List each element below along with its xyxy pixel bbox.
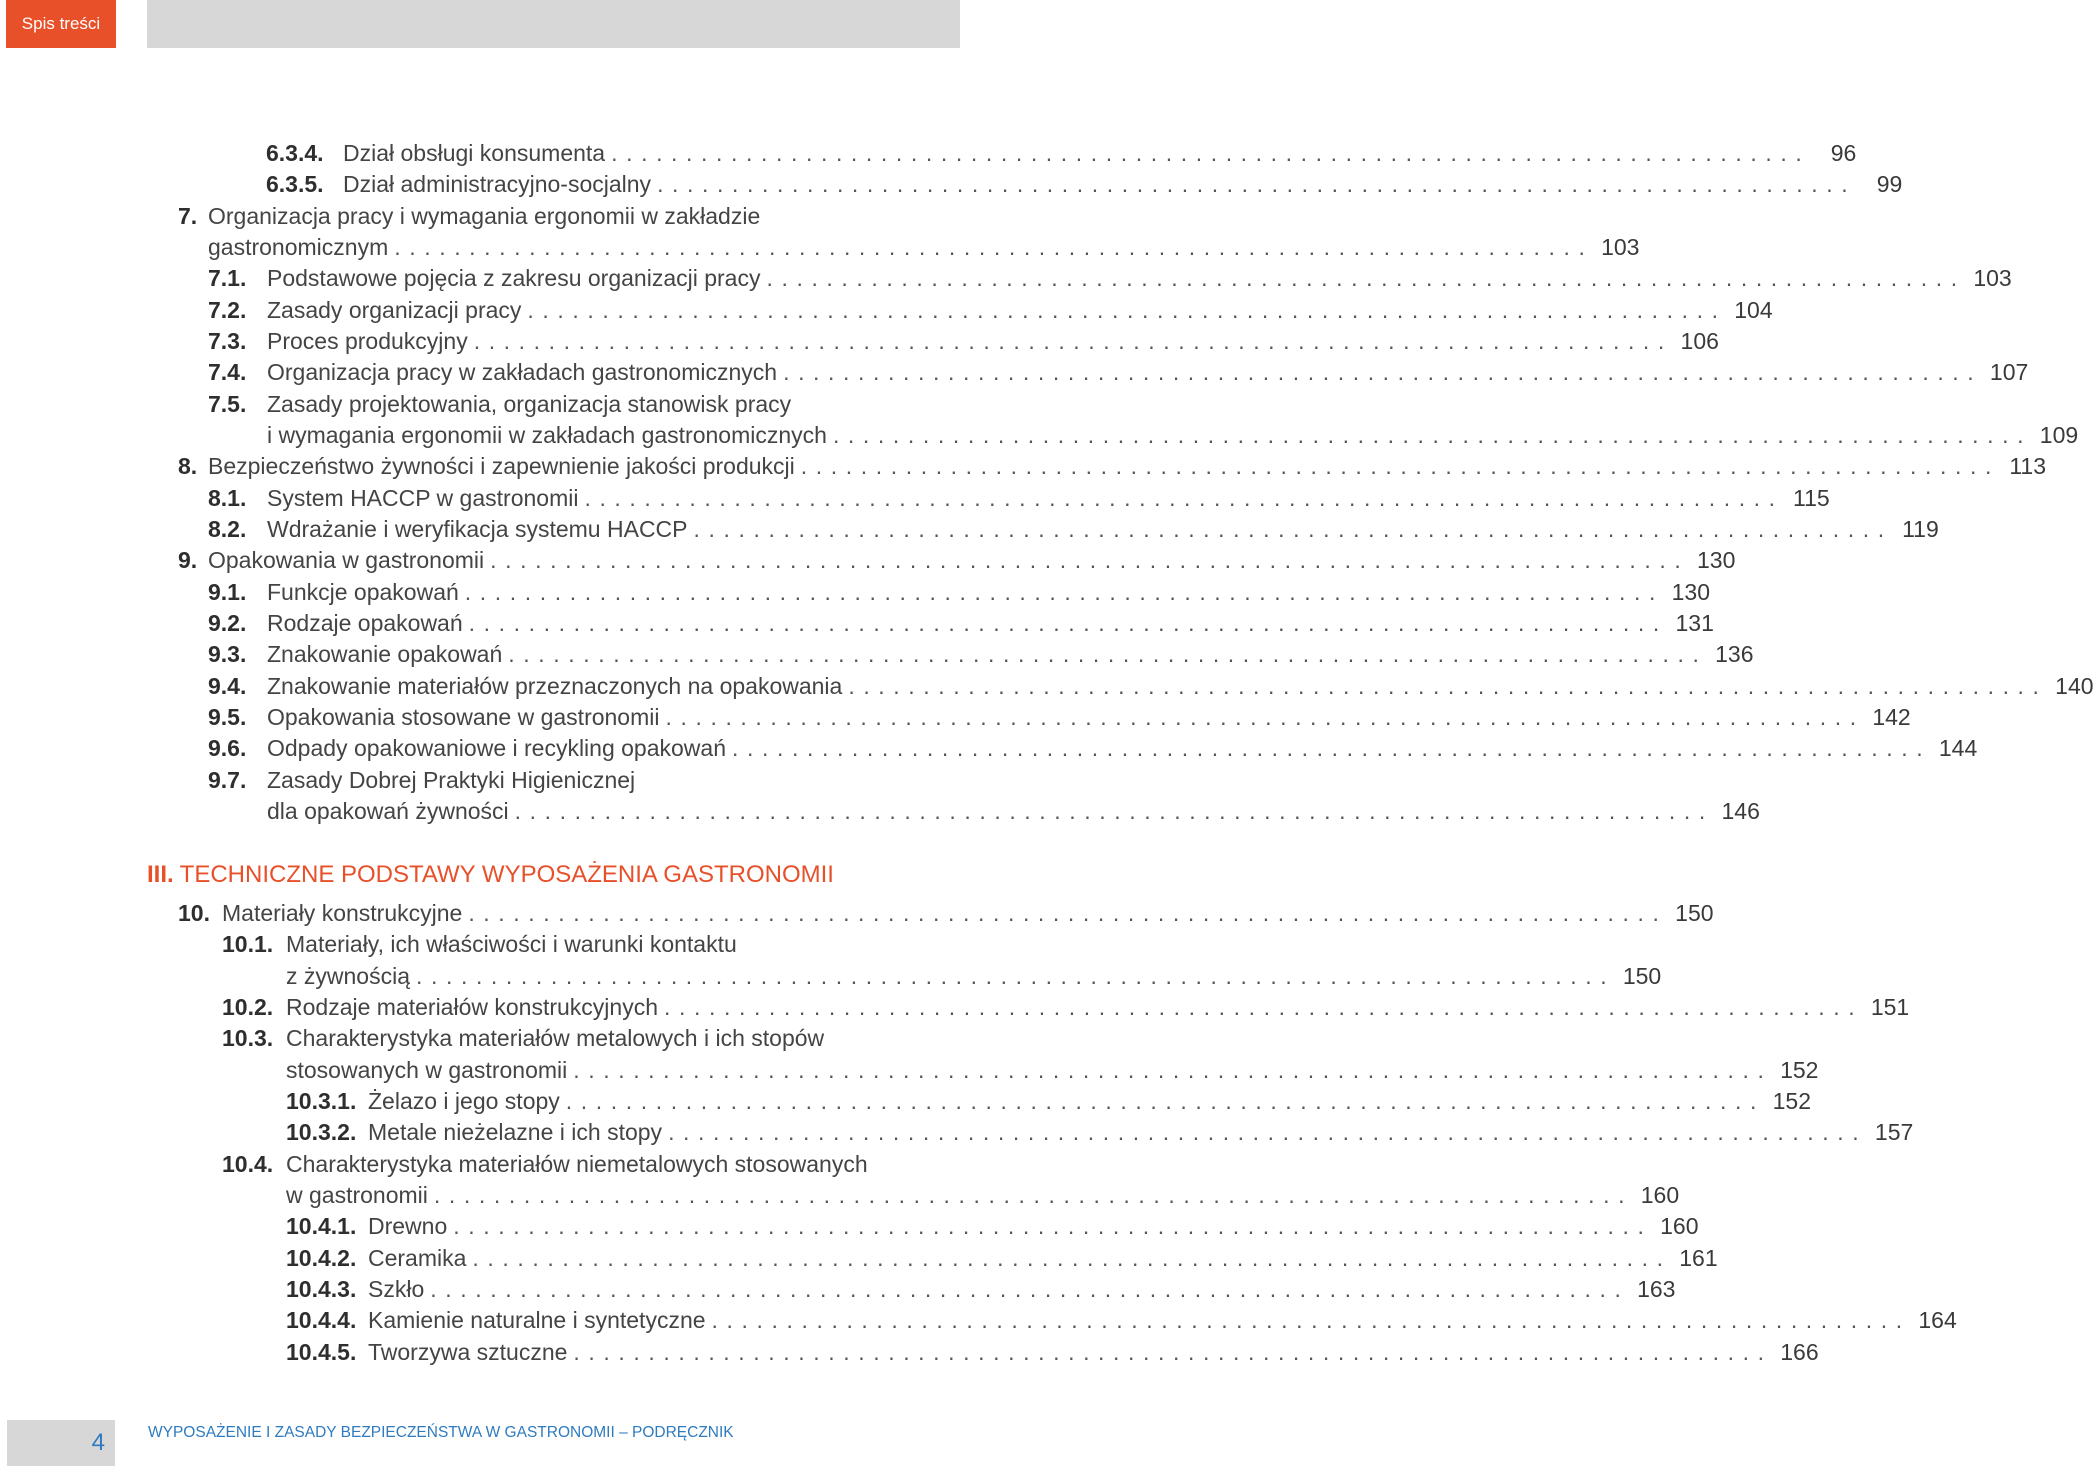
toc-entry-number: 10.4.4. (286, 1307, 357, 1333)
toc-entry-page: 166 (1780, 1339, 1819, 1365)
toc-leader-dots: ................................................................................ (527, 297, 1727, 323)
toc-entry-title: z żywnością (286, 960, 412, 992)
toc-leader-dots: ................................................................................ (693, 516, 1893, 542)
toc-entry-number: 9.4. (208, 673, 247, 699)
toc-entry-title-line (267, 388, 960, 420)
toc-leader-dots: ................................................................................ (464, 579, 1665, 605)
toc-entry-title-line (267, 294, 1773, 326)
toc-leader-dots: ................................................................................ (766, 265, 1966, 291)
toc-entry-title-line (368, 1273, 1676, 1305)
toc-leader-dots: ................................................................................ (800, 453, 2000, 479)
toc-entry-title-line (208, 200, 960, 232)
toc-leader-dots: ................................................................................ (490, 547, 1690, 573)
toc-entry-number: 6.3.4. (266, 140, 324, 166)
toc-leader-dots: ................................................................................ (783, 359, 1983, 385)
toc-entry-page: 107 (1989, 359, 2029, 385)
section-roman: III. (147, 861, 174, 888)
toc-entry[interactable] (0, 200, 960, 232)
toc-leader-dots: ................................................................................ (508, 641, 1708, 667)
toc-entry[interactable] (0, 795, 1760, 827)
toc-entry-title-line (368, 1116, 1914, 1148)
toc-entry[interactable] (0, 732, 1978, 764)
toc-entry-page: 152 (1780, 1057, 1819, 1083)
toc-entry-title: Rodzaje opakowań (267, 607, 465, 639)
toc-entry-number: 10.3.1. (286, 1088, 357, 1114)
toc-entry[interactable] (0, 670, 2094, 702)
toc-entry-title: w gastronomii (286, 1179, 430, 1211)
toc-entry-page: 146 (1721, 798, 1760, 824)
toc-entry-number: 9.5. (208, 704, 247, 730)
toc-entry-title: Zasady organizacji pracy (267, 294, 523, 326)
toc-entry[interactable] (0, 356, 2029, 388)
toc-entry[interactable] (0, 513, 1939, 545)
toc-leader-dots: ................................................................................ (573, 1339, 1773, 1365)
toc-entry-title: Ceramika (368, 1242, 468, 1274)
toc-entry[interactable] (0, 231, 1640, 263)
page-number (7, 1420, 115, 1466)
toc-entry-title: Bezpieczeństwo żywności i zapewnienie jakości produkcji (208, 450, 797, 482)
toc-entry-number: 9.2. (208, 610, 247, 636)
toc-entry-title: dla opakowań żywności (267, 795, 511, 827)
toc-entry[interactable] (0, 137, 1857, 169)
toc-entry-number: 9.6. (208, 735, 247, 761)
toc-entry-page: 160 (1660, 1213, 1699, 1239)
toc-entry-number: 7. (178, 203, 198, 229)
toc-leader-dots: ................................................................................ (664, 994, 1864, 1020)
toc-entry-page: 163 (1637, 1276, 1676, 1302)
toc-entry[interactable] (0, 1304, 1957, 1336)
toc-leader-dots: ................................................................................ (415, 963, 1616, 989)
toc-entry-page: 142 (1872, 704, 1911, 730)
toc-entry-title-line (267, 576, 1711, 608)
toc-entry-page: 140 (2055, 673, 2094, 699)
toc-entry[interactable] (0, 388, 960, 420)
toc-entry[interactable] (0, 1022, 960, 1054)
toc-entry-title: Znakowanie opakowań (267, 638, 504, 670)
toc-entry-page: 96 (1830, 140, 1857, 166)
toc-entry-title-line (286, 991, 1910, 1023)
toc-entry-number: 10.4. (222, 1151, 274, 1177)
toc-entry-number: 9.1. (208, 579, 247, 605)
toc-entry[interactable] (0, 638, 1754, 670)
toc-entry[interactable] (0, 1210, 1699, 1242)
toc-entry-number: 10.3. (222, 1025, 274, 1051)
toc-entry[interactable] (0, 168, 1903, 200)
toc-leader-dots: ................................................................................ (611, 140, 1811, 166)
toc-entry-title-line (267, 356, 2029, 388)
toc-entry-title: Metale nieżelazne i ich stopy (368, 1116, 664, 1148)
toc-entry-title-line (368, 1304, 1957, 1336)
toc-entry-number: 10.4.3. (286, 1276, 357, 1302)
toc-entry-number: 7.1. (208, 265, 247, 291)
toc-entry-title-line (267, 638, 1754, 670)
toc-entry-title: Szkło (368, 1273, 426, 1305)
toc-entry-title-line (267, 513, 1939, 545)
toc-entry-number: 10. (178, 900, 210, 926)
toc-entry-page: 136 (1715, 641, 1754, 667)
toc-entry-number: 6.3.5. (266, 171, 324, 197)
toc-leader-dots: ................................................................................ (657, 171, 1857, 197)
toc-entry[interactable] (0, 419, 2079, 451)
toc-entry[interactable] (0, 576, 1711, 608)
book-title: WYPOSAŻENIE I ZASADY BEZPIECZEŃSTWA W GASTRONOMII – PODRĘCZNIK (148, 1424, 734, 1441)
toc-leader-dots: ................................................................................ (473, 328, 1673, 354)
toc-entry-title-line (222, 897, 1714, 929)
toc-entry-title: Organizacja pracy i wymagania ergonomii w zakładzie (208, 200, 762, 232)
toc-entry[interactable] (0, 1179, 1680, 1211)
toc-leader-dots: ................................................................................ (848, 673, 2048, 699)
toc-entry-title: Dział obsługi konsumenta (343, 137, 607, 169)
toc-entry-page: 157 (1874, 1119, 1914, 1145)
toc-entry-page: 103 (1601, 234, 1640, 260)
toc-entry-page: 106 (1680, 328, 1719, 354)
toc-entry-number: 9.3. (208, 641, 247, 667)
toc-entry-title: Rodzaje materiałów konstrukcyjnych (286, 991, 660, 1023)
toc-entry-number: 10.4.5. (286, 1339, 357, 1365)
toc-entry-title: Proces produkcyjny (267, 325, 470, 357)
toc-leader-dots: ................................................................................ (584, 485, 1784, 511)
toc-entry-page: 150 (1622, 963, 1662, 989)
toc-entry[interactable] (0, 701, 1911, 733)
toc-entry-title-line (368, 1242, 1718, 1274)
toc-entry[interactable] (0, 1336, 1819, 1368)
toc-entry-title-line (286, 960, 1662, 992)
toc-entry-number: 10.3.2. (286, 1119, 357, 1145)
toc-entry-title: Dział administracyjno-socjalny (343, 168, 653, 200)
toc-entry-title: Charakterystyka materiałów niemetalowych stosowanych (286, 1148, 870, 1180)
toc-leader-dots: ................................................................................ (565, 1088, 1765, 1114)
section-heading (147, 858, 834, 892)
toc-entry-title: Organizacja pracy w zakładach gastronomicznych (267, 356, 779, 388)
toc-entry-title: Opakowania w gastronomii (208, 544, 486, 576)
toc-entry[interactable] (0, 607, 1714, 639)
toc-leader-dots: ................................................................................ (430, 1276, 1630, 1302)
toc-entry-title-line (267, 325, 1719, 357)
toc-entry-page: 144 (1938, 735, 1978, 761)
toc-entry[interactable] (0, 482, 1830, 514)
toc-entry-title-line (286, 1022, 960, 1054)
toc-entry-page: 109 (2039, 422, 2079, 448)
toc-entry-title: System HACCP w gastronomii (267, 482, 580, 514)
toc-leader-dots: ................................................................................ (732, 735, 1932, 761)
toc-entry-page: 151 (1870, 994, 1910, 1020)
toc-entry-page: 99 (1876, 171, 1903, 197)
toc-entry-title-line (267, 701, 1911, 733)
toc-entry-page: 103 (1973, 265, 2012, 291)
toc-entry[interactable] (0, 450, 2046, 482)
toc-entry[interactable] (0, 960, 1662, 992)
toc-entry-number: 10.4.1. (286, 1213, 357, 1239)
toc-entry-number: 8.2. (208, 516, 247, 542)
toc-entry[interactable] (0, 928, 960, 960)
toc-entry-title: Zasady Dobrej Praktyki Higienicznej (267, 764, 637, 796)
toc-entry-title-line (267, 732, 1978, 764)
toc-entry-title-line (286, 928, 960, 960)
toc-entry-title-line (267, 419, 2079, 451)
toc-entry-page: 131 (1675, 610, 1714, 636)
toc-leader-dots: ................................................................................ (573, 1057, 1773, 1083)
toc-entry-page: 130 (1696, 547, 1736, 573)
toc-entry-title: Materiały, ich właściwości i warunki kontaktu (286, 928, 739, 960)
toc-leader-dots: ................................................................................ (668, 1119, 1868, 1145)
toc-entry-title-line (368, 1336, 1819, 1368)
toc-entry-number: 10.4.2. (286, 1245, 357, 1271)
toc-entry-number: 7.3. (208, 328, 247, 354)
toc-entry-title-line (368, 1085, 1811, 1117)
toc-entry-title-line (267, 795, 1760, 827)
toc-entry-title: Odpady opakowaniowe i recykling opakowań (267, 732, 728, 764)
toc-entry[interactable] (0, 1054, 1819, 1086)
toc-entry-title-line (286, 1179, 1680, 1211)
toc-entry-title: Wdrażanie i weryfikacja systemu HACCP (267, 513, 690, 545)
toc-entry[interactable] (0, 325, 1719, 357)
toc-entry-page: 161 (1679, 1245, 1718, 1271)
toc-entry-title-line (208, 450, 2046, 482)
toc-entry-page: 150 (1675, 900, 1714, 926)
toc-entry-title: Materiały konstrukcyjne (222, 897, 464, 929)
toc-entry-title: Tworzywa sztuczne (368, 1336, 569, 1368)
toc-entry[interactable] (0, 764, 960, 796)
toc-entry-title: Żelazo i jego stopy (368, 1085, 562, 1117)
toc-entry-number: 10.1. (222, 931, 274, 957)
toc-entry[interactable] (0, 897, 1714, 929)
toc-entry-title-line (368, 1210, 1699, 1242)
toc-entry[interactable] (0, 262, 2012, 294)
toc-entry-title: Opakowania stosowane w gastronomii (267, 701, 661, 733)
toc-entry-title: Podstawowe pojęcia z zakresu organizacji pracy (267, 262, 762, 294)
toc-entry-number: 10.2. (222, 994, 274, 1020)
toc-entry-page: 130 (1671, 579, 1711, 605)
toc-entry-title: Znakowanie materiałów przeznaczonych na opakowania (267, 670, 844, 702)
toc-entry-title: stosowanych w gastronomii (286, 1054, 569, 1086)
toc-entry-title: Kamienie naturalne i syntetyczne (368, 1304, 708, 1336)
toc-entry[interactable] (0, 1242, 1718, 1274)
toc-leader-dots: ................................................................................ (453, 1213, 1653, 1239)
toc-entry-number: 8.1. (208, 485, 247, 511)
toc-entry[interactable] (0, 1273, 1676, 1305)
toc-tab-label: Spis treści (21, 14, 101, 33)
toc-leader-dots: ................................................................................ (711, 1307, 1911, 1333)
toc-entry-number: 7.4. (208, 359, 247, 385)
toc-entry-title-line (343, 137, 1857, 169)
toc-entry-title: i wymagania ergonomii w zakładach gastronomicznych (267, 419, 829, 451)
toc-entry-title-line (267, 607, 1714, 639)
toc-entry-number: 7.2. (208, 297, 247, 323)
toc-leader-dots: ................................................................................ (514, 798, 1714, 824)
toc-entry[interactable] (0, 1116, 1914, 1148)
toc-leader-dots: ................................................................................ (468, 610, 1668, 636)
toc-entry-title-line (267, 670, 2094, 702)
page-number-text: 4 (91, 1429, 105, 1456)
toc-entry[interactable] (0, 1148, 960, 1180)
toc-entry-page: 160 (1640, 1182, 1680, 1208)
toc-entry[interactable] (0, 1085, 1811, 1117)
toc-entry[interactable] (0, 991, 1910, 1023)
toc-entry[interactable] (0, 294, 1773, 326)
toc-entry-page: 164 (1918, 1307, 1957, 1333)
section-title: TECHNICZNE PODSTAWY WYPOSAŻENIA GASTRONOMII (179, 861, 834, 888)
toc-leader-dots: ................................................................................ (832, 422, 2033, 448)
toc-entry-page: 113 (2009, 453, 2046, 479)
toc-entry-title-line (267, 262, 2012, 294)
toc-entry-number: 9.7. (208, 767, 247, 793)
toc-entry-number: 7.5. (208, 391, 247, 417)
toc-entry-title-line (286, 1054, 1819, 1086)
toc-leader-dots: ................................................................................ (665, 704, 1865, 730)
toc-entry-title-line (286, 1148, 960, 1180)
toc-entry-title-line (267, 482, 1830, 514)
toc-entry-page: 104 (1734, 297, 1773, 323)
toc-entry-number: 8. (178, 453, 198, 479)
toc-entry-page: 119 (1902, 516, 1939, 542)
toc-leader-dots: ................................................................................ (433, 1182, 1634, 1208)
toc-entry-title-line (208, 544, 1736, 576)
toc-entry-title-line (267, 764, 960, 796)
toc-leader-dots: ................................................................................ (394, 234, 1594, 260)
toc-entry-title: Funkcje opakowań (267, 576, 461, 608)
toc-entry-title: Zasady projektowania, organizacja stanowisk pracy (267, 388, 793, 420)
toc-entry-title: Drewno (368, 1210, 449, 1242)
toc-entry-title: gastronomicznym (208, 231, 390, 263)
toc-entry-page: 115 (1793, 485, 1830, 511)
toc-entry-title-line (343, 168, 1903, 200)
toc-entry[interactable] (0, 544, 1736, 576)
toc-entry-title-line (208, 231, 1640, 263)
toc-leader-dots: ................................................................................ (472, 1245, 1672, 1271)
toc-entry-number: 9. (178, 547, 198, 573)
toc-entry-title: Charakterystyka materiałów metalowych i ich stopów (286, 1022, 826, 1054)
toc-leader-dots: ................................................................................ (468, 900, 1668, 926)
toc-entry-page: 152 (1772, 1088, 1811, 1114)
